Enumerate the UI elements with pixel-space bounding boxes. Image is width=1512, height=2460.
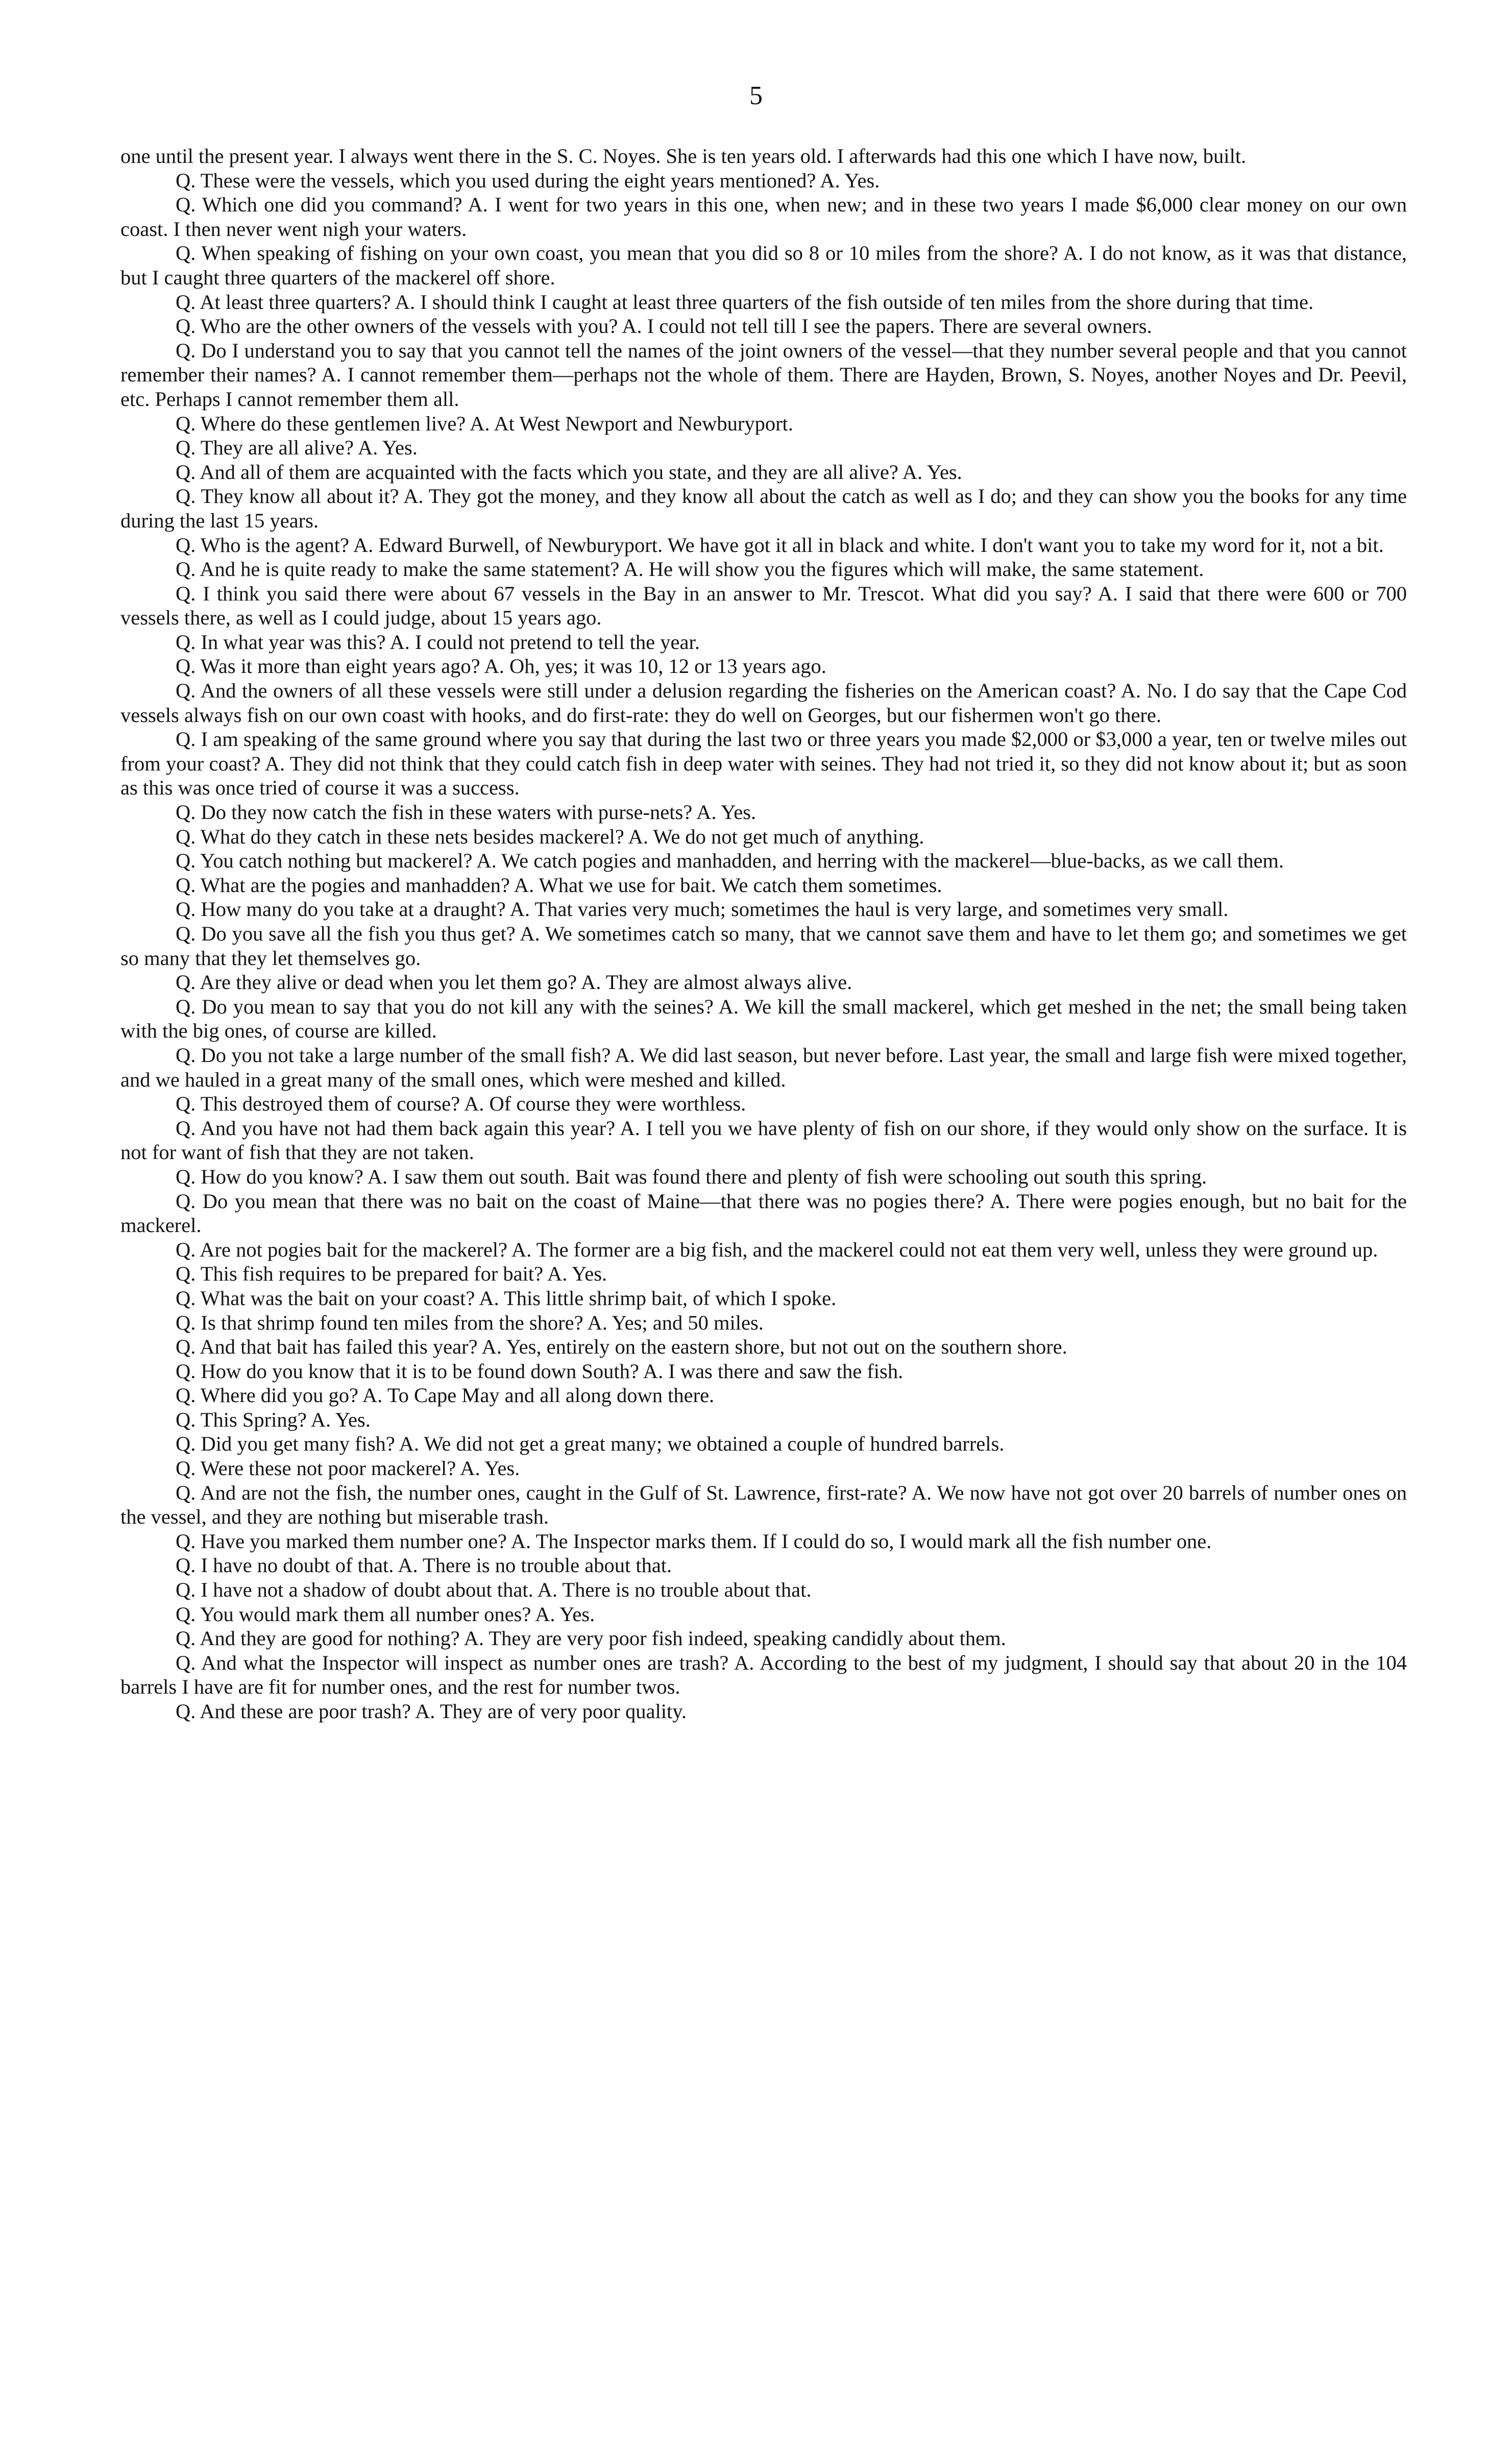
document-body [120,144,1407,1724]
qa-paragraph: Q. This Spring? A. Yes. [176,1408,371,1431]
qa-paragraph: Q. Where do these gentlemen live? A. At West Newport and Newburyport. [176,412,793,435]
qa-paragraph: Q. Were these not poor mackerel? A. Yes. [176,1457,520,1480]
qa-paragraph: Q. What was the bait on your coast? A. This little shrimp bait, of which I spoke. [176,1286,837,1310]
qa-paragraph: Q. And all of them are acquainted with the facts which you state, and they are all alive? A. Yes. [176,460,962,484]
qa-paragraph: Q. And are not the fish, the number ones, caught in the Gulf of St. Lawrence, first-rate? A. We now have not got over 20 barrels of number ones on the vessel, and they are nothing but miserable trash. [120,1481,1407,1529]
qa-paragraph: Q. They know all about it? A. They got the money, and they know all about the catch as well as I do; and they can show you the books for any time during the last 15 years. [120,485,1407,532]
qa-paragraph: Q. Are they alive or dead when you let them go? A. They are almost always alive. [176,971,852,994]
qa-paragraph: Q. You would mark them all number ones? A. Yes. [176,1602,595,1626]
qa-paragraph: Q. And they are good for nothing? A. They are very poor fish indeed, speaking candidly about them. [176,1627,1006,1650]
qa-paragraph: Q. Do I understand you to say that you cannot tell the names of the joint owners of the vessel—that they number several people and that you cannot remember their names? A. I cannot remember them—perhaps not the whole of them. There are Hayden, Brown, S. Noyes, another Noyes and Dr. Peevil, etc. Perhaps I cannot remember them all. [120,339,1407,411]
qa-paragraph: Q. Are not pogies bait for the mackerel? A. The former are a big fish, and the mackerel could not eat them very well, unless they were ground up. [176,1238,1378,1261]
qa-paragraph: Q. I have not a shadow of doubt about that. A. There is no trouble about that. [176,1578,812,1602]
qa-paragraph: Q. Is that shrimp found ten miles from the shore? A. Yes; and 50 miles. [176,1311,764,1334]
qa-paragraph: Q. I am speaking of the same ground where you say that during the last two or three years you made $2,000 or $3,000 a year, ten or twelve miles out from your coast? A. They did not think that they could catch fish in deep water with seines. They had not tried it, so they did not know about it; but as soon as this was once tried of course it was a success. [120,728,1407,800]
qa-paragraph: Q. This fish requires to be prepared for bait? A. Yes. [176,1262,607,1286]
qa-paragraph: Q. And he is quite ready to make the same statement? A. He will show you the figures which will make, the same statement. [176,558,1204,581]
qa-paragraph: Q. Do you not take a large number of the small fish? A. We did last season, but never before. Last year, the small and large fish were mixed together, and we hauled in a great many of the small ones, which were meshed and killed. [120,1043,1407,1091]
qa-paragraph: Q. How do you know that it is to be found down South? A. I was there and saw the fish. [176,1359,904,1383]
qa-paragraph: Q. Who are the other owners of the vessels with you? A. I could not tell till I see the papers. There are several owners. [176,315,1152,338]
qa-paragraph: Q. They are all alive? A. Yes. [176,436,418,460]
qa-paragraph: Q. Did you get many fish? A. We did not get a great many; we obtained a couple of hundred barrels. [176,1432,1005,1456]
qa-paragraph: Q. Do you save all the fish you thus get? A. We sometimes catch so many, that we cannot save them and have to let them go; and sometimes we get so many that they let themselves go. [120,922,1407,970]
qa-paragraph: Q. Was it more than eight years ago? A. Oh, yes; it was 10, 12 or 13 years ago. [176,655,826,678]
qa-paragraph: Q. When speaking of fishing on your own coast, you mean that you did so 8 or 10 miles from the shore? A. I do not know, as it was that distance, but I caught three quarters of the mackerel off shore. [120,242,1407,289]
qa-paragraph: Q. I think you said there were about 67 vessels in the Bay in an answer to Mr. Trescot. What did you say? A. I said that there were 600 or 700 vessels there, as well as I could judge, about 15 years ago. [120,582,1407,630]
qa-paragraph: Q. These were the vessels, which you used during the eight years mentioned? A. Yes. [176,168,880,192]
qa-paragraph: Q. And that bait has failed this year? A. Yes, entirely on the eastern shore, but not out on the southern shore. [176,1335,1067,1359]
qa-paragraph: Q. At least three quarters? A. I should think I caught at least three quarters of the fish outside of ten miles from the shore during that time. [176,290,1314,313]
qa-paragraph: Q. And the owners of all these vessels were still under a delusion regarding the fisheries on the American coast? A. No. I do say that the Cape Cod vessels always fish on our own coast with hooks, and do first-rate: they do well on Georges, but our fishermen won't go there. [120,679,1407,727]
qa-paragraph: Q. Do you mean to say that you do not kill any with the seines? A. We kill the small mackerel, which get meshed in the net; the small being taken with the big ones, of course are killed. [120,995,1407,1043]
qa-paragraph: Q. Do you mean that there was no bait on the coast of Maine—that there was no pogies there? A. There were pogies enough, but no bait for the mackerel. [120,1189,1407,1237]
qa-paragraph: Q. In what year was this? A. I could not pretend to tell the year. [176,630,700,654]
qa-paragraph: Q. You catch nothing but mackerel? A. We catch pogies and manhadden, and herring with the mackerel—blue-backs, as we call them. [176,849,1284,873]
continuation-paragraph: one until the present year. I always went there in the S. C. Noyes. She is ten years old. I afterwards had this one which I have now, built. [120,144,1247,167]
qa-paragraph: Q. And you have not had them back again this year? A. I tell you we have plenty of fish on our shore, if they would only show on the surface. It is not for want of fish that they are not taken. [120,1116,1407,1164]
qa-paragraph: Q. Do they now catch the fish in these waters with purse-nets? A. Yes. [176,801,757,824]
qa-paragraph: Q. This destroyed them of course? A. Of course they were worthless. [176,1092,746,1116]
qa-paragraph: Q. What are the pogies and manhadden? A. What we use for bait. We catch them sometimes. [176,873,942,897]
qa-paragraph: Q. Which one did you command? A. I went for two years in this one, when new; and in these two years I made $6,000 clear money on our own coast. I then never went nigh your waters. [120,193,1407,240]
qa-paragraph: Q. And these are poor trash? A. They are of very poor quality. [176,1700,687,1723]
qa-paragraph: Q. How many do you take at a draught? A. That varies very much; sometimes the haul is very large, and sometimes very small. [176,898,1229,921]
qa-paragraph: Q. Where did you go? A. To Cape May and all along down there. [176,1384,715,1407]
qa-paragraph: Q. Who is the agent? A. Edward Burwell, of Newburyport. We have got it all in black and white. I don't want you to take my word for it, not a bit. [176,533,1384,557]
qa-paragraph: Q. I have no doubt of that. A. There is no trouble about that. [176,1554,672,1577]
page-number: 5 [749,81,763,110]
qa-paragraph: Q. Have you marked them number one? A. The Inspector marks them. If I could do so, I would mark all the fish number one. [176,1529,1212,1553]
qa-paragraph: Q. What do they catch in these nets besides mackerel? A. We do not get much of anything. [176,825,924,848]
qa-paragraph: Q. And what the Inspector will inspect as number ones are trash? A. According to the best of my judgment, I should say that about 20 in the 104 barrels I have are fit for number ones, and the rest for number twos. [120,1651,1407,1699]
qa-paragraph: Q. How do you know? A. I saw them out south. Bait was found there and plenty of fish were schooling out south this spring. [176,1165,1207,1188]
